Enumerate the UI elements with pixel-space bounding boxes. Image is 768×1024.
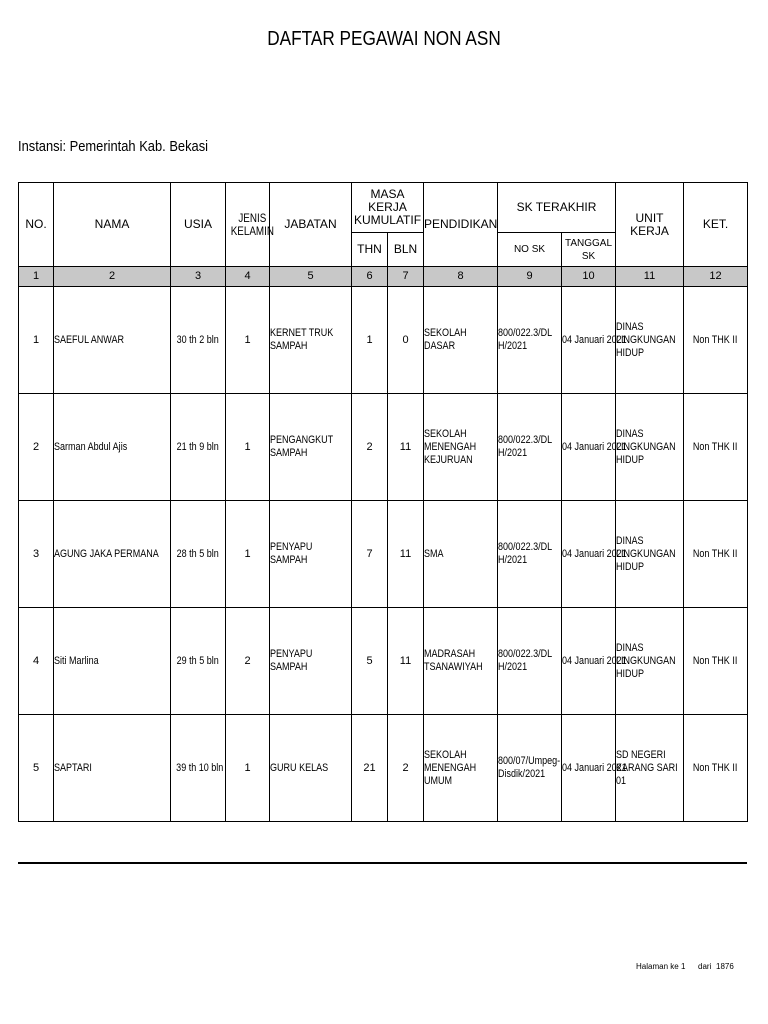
footer-dari-label: dari (698, 962, 712, 971)
cell-unit-kerja (616, 287, 684, 394)
bottom-divider (18, 862, 747, 864)
nama-text: Sarman Abdul Ajis (54, 440, 128, 453)
cell-jabatan (270, 287, 352, 394)
instansi-label: Instansi: (18, 138, 67, 155)
header-tanggal-sk: TANGGAL SK (562, 233, 616, 267)
cell-tanggal-sk (562, 608, 627, 715)
usia-text: 30 th 2 bln (176, 333, 220, 346)
cell-unit-kerja (616, 608, 684, 715)
jabatan-text: KERNET TRUK SAMPAH (270, 327, 334, 352)
jabatan-text: PENGANGKUT SAMPAH (270, 434, 333, 459)
cell-jabatan (270, 501, 352, 608)
cell-tanggal-sk (562, 501, 627, 608)
cell-jenis-kelamin: 1 (226, 715, 270, 822)
jabatan-text: PENYAPU SAMPAH (270, 648, 313, 673)
column-number: 3 (171, 267, 226, 287)
tanggal-sk-text: 04 Januari 2021 (562, 440, 627, 453)
header-no: NO. (19, 183, 54, 267)
unit-kerja-text: DINAS LINGKUNGAN HIDUP (616, 427, 676, 466)
table-row (19, 608, 748, 715)
cell-thn: 5 (352, 608, 388, 715)
no-sk-text: 800/022.3/DLH/2021 (498, 434, 553, 459)
cell-bln: 11 (388, 394, 424, 501)
cell-unit-kerja (616, 715, 684, 822)
column-number-row (19, 267, 748, 287)
cell-bln: 0 (388, 287, 424, 394)
cell-jabatan (270, 394, 352, 501)
cell-jabatan (270, 715, 352, 822)
cell-nama (54, 715, 171, 822)
jabatan-text: PENYAPU SAMPAH (270, 541, 313, 566)
no-sk-text: 800/07/Umpeg-Disdik/2021 (498, 755, 561, 780)
cell-no: 5 (19, 715, 54, 822)
ket-text: Non THK II (693, 333, 738, 346)
cell-nama (54, 394, 171, 501)
cell-usia (171, 501, 226, 608)
usia-text: 29 th 5 bln (176, 654, 220, 667)
cell-tanggal-sk (562, 715, 627, 822)
footer-total-pages: 1876 (716, 962, 734, 971)
pendidikan-text: SEKOLAH DASAR (424, 327, 467, 352)
cell-no-sk (498, 715, 562, 822)
unit-kerja-text: SD NEGERI KARANG SARI 01 (616, 748, 678, 787)
cell-jenis-kelamin: 2 (226, 608, 270, 715)
cell-no-sk (498, 394, 562, 501)
cell-unit-kerja (616, 394, 684, 501)
cell-no: 3 (19, 501, 54, 608)
column-number: 1 (19, 267, 54, 287)
cell-no-sk (498, 501, 562, 608)
unit-kerja-text: DINAS LINGKUNGAN HIDUP (616, 534, 676, 573)
column-number: 9 (498, 267, 562, 287)
cell-thn: 2 (352, 394, 388, 501)
pendidikan-text: MADRASAH TSANAWIYAH (424, 648, 483, 673)
cell-usia (171, 608, 226, 715)
no-sk-text: 800/022.3/DLH/2021 (498, 541, 553, 566)
cell-no: 1 (19, 287, 54, 394)
employee-table (18, 182, 748, 822)
ket-text: Non THK II (693, 654, 738, 667)
unit-kerja-text: DINAS LINGKUNGAN HIDUP (616, 641, 676, 680)
cell-bln: 11 (388, 608, 424, 715)
page-title: DAFTAR PEGAWAI NON ASN (267, 28, 501, 50)
header-sk-terakhir: SK TERAKHIR (498, 183, 616, 233)
pendidikan-text: SEKOLAH MENENGAH UMUM (424, 748, 477, 787)
cell-jenis-kelamin: 1 (226, 287, 270, 394)
tanggal-sk-text: 04 Januari 2021 (562, 333, 627, 346)
cell-pendidikan (424, 608, 498, 715)
header-pendidikan: PENDIDIKAN (424, 183, 498, 267)
column-number: 10 (562, 267, 616, 287)
jabatan-text: GURU KELAS (270, 761, 329, 774)
instansi-value: Pemerintah Kab. Bekasi (69, 138, 209, 155)
header-jabatan: JABATAN (270, 183, 352, 267)
cell-pendidikan (424, 501, 498, 608)
ket-text: Non THK II (693, 440, 738, 453)
usia-text: 28 th 5 bln (176, 547, 220, 560)
column-number: 12 (684, 267, 748, 287)
column-number: 4 (226, 267, 270, 287)
table-row (19, 394, 748, 501)
cell-pendidikan (424, 287, 498, 394)
header-unit-kerja: UNIT KERJA (616, 183, 684, 267)
column-number: 8 (424, 267, 498, 287)
table-row (19, 287, 748, 394)
cell-ket (684, 715, 748, 822)
cell-ket (684, 501, 748, 608)
header-bln: BLN (388, 233, 424, 267)
cell-no-sk (498, 608, 562, 715)
column-number: 5 (270, 267, 352, 287)
cell-ket (684, 608, 748, 715)
column-number: 6 (352, 267, 388, 287)
cell-no: 2 (19, 394, 54, 501)
nama-text: Siti Marlina (54, 654, 99, 667)
cell-pendidikan (424, 394, 498, 501)
cell-thn: 7 (352, 501, 388, 608)
header-no-sk: NO SK (498, 233, 562, 267)
nama-text: SAPTARI (54, 761, 92, 774)
tanggal-sk-text: 04 Januari 2021 (562, 761, 627, 774)
no-sk-text: 800/022.3/DLH/2021 (498, 327, 553, 352)
pendidikan-text: SEKOLAH MENENGAH KEJURUAN (424, 427, 477, 466)
pendidikan-text: SMA (424, 547, 444, 560)
column-number: 2 (54, 267, 171, 287)
header-usia: USIA (171, 183, 226, 267)
cell-usia (171, 287, 226, 394)
tanggal-sk-text: 04 Januari 2021 (562, 547, 627, 560)
footer-halaman-label: Halaman ke (636, 962, 679, 971)
header-row-top (19, 183, 748, 233)
header-jenis-kelamin-text: JENIS KELAMIN (230, 210, 274, 238)
tanggal-sk-text: 04 Januari 2021 (562, 654, 627, 667)
cell-bln: 2 (388, 715, 424, 822)
cell-ket (684, 394, 748, 501)
column-number: 7 (388, 267, 424, 287)
ket-text: Non THK II (693, 547, 738, 560)
cell-jenis-kelamin: 1 (226, 394, 270, 501)
cell-nama (54, 608, 171, 715)
table-row (19, 501, 748, 608)
cell-bln: 11 (388, 501, 424, 608)
table-row (19, 715, 748, 822)
cell-thn: 21 (352, 715, 388, 822)
cell-no-sk (498, 287, 562, 394)
cell-ket (684, 287, 748, 394)
nama-text: SAEFUL ANWAR (54, 333, 125, 346)
header-ket: KET. (684, 183, 748, 267)
cell-jabatan (270, 608, 352, 715)
column-number: 11 (616, 267, 684, 287)
cell-no: 4 (19, 608, 54, 715)
header-masa-kerja: MASA KERJA KUMULATIF (352, 183, 424, 233)
usia-text: 21 th 9 bln (176, 440, 220, 453)
unit-kerja-text: DINAS LINGKUNGAN HIDUP (616, 320, 676, 359)
cell-nama (54, 287, 171, 394)
instansi-line (18, 138, 208, 155)
cell-usia (171, 715, 226, 822)
header-thn: THN (352, 233, 388, 267)
no-sk-text: 800/022.3/DLH/2021 (498, 648, 553, 673)
ket-text: Non THK II (693, 761, 738, 774)
cell-usia (171, 394, 226, 501)
cell-pendidikan (424, 715, 498, 822)
cell-tanggal-sk (562, 287, 627, 394)
usia-text: 39 th 10 bln (176, 761, 224, 774)
cell-thn: 1 (352, 287, 388, 394)
cell-nama (54, 501, 171, 608)
cell-jenis-kelamin: 1 (226, 501, 270, 608)
cell-unit-kerja (616, 501, 684, 608)
cell-tanggal-sk (562, 394, 627, 501)
footer-page-number: 1 (681, 962, 686, 971)
header-jenis-kelamin (226, 183, 274, 267)
nama-text: AGUNG JAKA PERMANA (54, 547, 159, 560)
header-nama: NAMA (54, 183, 171, 267)
